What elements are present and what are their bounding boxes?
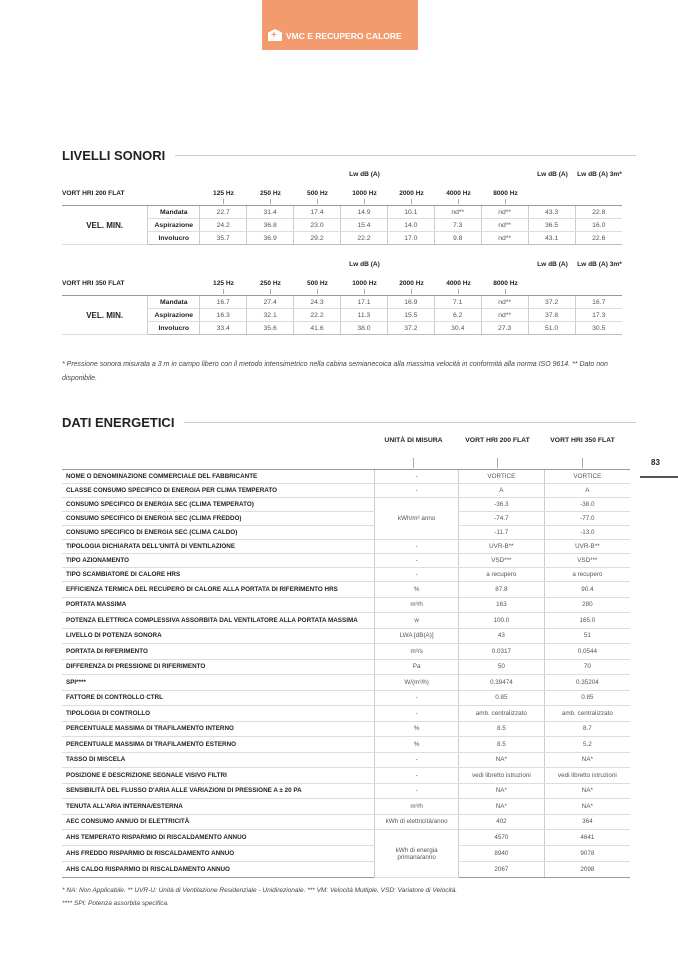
unit: m³/s <box>375 644 459 660</box>
sound-table-header <box>62 258 622 294</box>
value-200: 0.85 <box>458 690 544 706</box>
unit: LWA [dB(A)] <box>375 628 459 644</box>
value-350: 0.85 <box>544 690 630 706</box>
value-350: 8.7 <box>544 721 630 737</box>
table-row <box>62 737 630 753</box>
sound-title: LIVELLI SONORI <box>62 148 166 163</box>
house-plus-icon <box>268 29 282 41</box>
freq-header: 500 Hz <box>307 280 328 287</box>
unit: m³/h <box>375 799 459 815</box>
lw3m-header: Lw dB (A) 3m* <box>577 261 622 268</box>
value-200: NA* <box>458 799 544 815</box>
page-number: 83 <box>651 458 660 467</box>
value-200: NA* <box>458 752 544 768</box>
value-350: NA* <box>544 752 630 768</box>
cell: 27.3 <box>481 322 528 335</box>
lw-header: Lw dB (A) <box>537 261 568 268</box>
table-row <box>62 752 630 768</box>
speed-label: VEL. MIN. <box>62 296 148 335</box>
value-200: VORTICE <box>458 470 544 484</box>
value-200: NA* <box>458 783 544 799</box>
cell: 17.0 <box>387 232 434 245</box>
value-350: 280 <box>544 597 630 613</box>
freq-header: 4000 Hz <box>446 280 471 287</box>
cell: 9.8 <box>434 232 481 245</box>
freq-header: 2000 Hz <box>399 190 424 197</box>
cell: 16.7 <box>200 296 247 309</box>
value-350: 4641 <box>544 830 630 846</box>
cell: 51.0 <box>528 322 575 335</box>
sound-table-header <box>62 168 622 204</box>
cell: nd** <box>481 232 528 245</box>
unit: kWh di energia primaria/anno <box>375 830 459 878</box>
value-200: UVR-B** <box>458 540 544 554</box>
cell: 29.2 <box>294 232 341 245</box>
cell: 16.7 <box>575 296 622 309</box>
tick <box>505 289 506 294</box>
cell: 41.6 <box>294 322 341 335</box>
cell: 22.7 <box>200 206 247 219</box>
cell: 37.2 <box>528 296 575 309</box>
table-row <box>62 628 630 644</box>
cell: 10.1 <box>387 206 434 219</box>
value-350: A <box>544 484 630 498</box>
row-label: Mandata <box>148 296 200 309</box>
row-label: CONSUMO SPECIFICO DI ENERGIA SEC (CLIMA FREDDO) <box>62 512 375 526</box>
table-row <box>62 846 630 862</box>
freq-header: 125 Hz <box>213 280 234 287</box>
table-row <box>62 512 630 526</box>
value-200: 50 <box>458 659 544 675</box>
table-row <box>62 814 630 830</box>
row-label: Mandata <box>148 206 200 219</box>
row-label: FATTORE DI CONTROLLO CTRL <box>62 690 375 706</box>
col-header-model-200: VORT HRI 200 FLAT <box>465 437 530 444</box>
value-200: 163 <box>458 597 544 613</box>
tick <box>270 289 271 294</box>
freq-header: 250 Hz <box>260 190 281 197</box>
cell: 15.4 <box>340 219 387 232</box>
row-label: SPI**** <box>62 675 375 691</box>
value-200: A <box>458 484 544 498</box>
table-row <box>62 470 630 484</box>
speed-label: VEL. MIN. <box>62 206 148 245</box>
unit: - <box>375 568 459 582</box>
cell: 43.3 <box>528 206 575 219</box>
row-label: EFFICIENZA TERMICA DEL RECUPERO DI CALORE ALLA PORTATA DI RIFERIMENTO HRS <box>62 582 375 598</box>
row-label: PORTATA MASSIMA <box>62 597 375 613</box>
row-label: POSIZIONE E DESCRIZIONE SEGNALE VISIVO FILTRI <box>62 768 375 784</box>
tick <box>458 199 459 204</box>
cell: 16.3 <box>200 309 247 322</box>
value-200: 0.0317 <box>458 644 544 660</box>
value-350: vedi libretto istruzioni <box>544 768 630 784</box>
table-row <box>62 540 630 554</box>
unit: - <box>375 554 459 568</box>
value-200: 402 <box>458 814 544 830</box>
cell: 22.2 <box>340 232 387 245</box>
table-row <box>62 799 630 815</box>
col-header-model-350: VORT HRI 350 FLAT <box>550 437 615 444</box>
value-200: vedi libretto istruzioni <box>458 768 544 784</box>
unit: - <box>375 484 459 498</box>
cell: nd** <box>481 309 528 322</box>
value-350: 9078 <box>544 846 630 862</box>
tick <box>411 199 412 204</box>
cell: 17.1 <box>340 296 387 309</box>
unit: - <box>375 690 459 706</box>
col-header-unit: UNITÀ DI MISURA <box>384 437 443 444</box>
table-row <box>62 862 630 878</box>
cell: 36.8 <box>247 219 294 232</box>
cell: 24.2 <box>200 219 247 232</box>
unit: W/(m³/h) <box>375 675 459 691</box>
value-350: 165.0 <box>544 613 630 629</box>
row-label: AHS TEMPERATO RISPARMIO DI RISCALDAMENTO ANNUO <box>62 830 375 846</box>
value-350: a recupero <box>544 568 630 582</box>
value-200: -11.7 <box>458 526 544 540</box>
page-number-rule <box>640 476 678 478</box>
value-200: a recupero <box>458 568 544 582</box>
value-200: 4570 <box>458 830 544 846</box>
table-row <box>62 783 630 799</box>
cell: 23.0 <box>294 219 341 232</box>
table-row <box>62 484 630 498</box>
cell: 31.4 <box>247 206 294 219</box>
freq-header: 500 Hz <box>307 190 328 197</box>
row-label: Aspirazione <box>148 219 200 232</box>
value-350: 2098 <box>544 862 630 878</box>
value-200: 0.39474 <box>458 675 544 691</box>
row-label: TENUTA ALL'ARIA INTERNA/ESTERNA <box>62 799 375 815</box>
freq-header: 250 Hz <box>260 280 281 287</box>
row-label: TASSO DI MISCELA <box>62 752 375 768</box>
table-row <box>62 613 630 629</box>
row-label: AEC CONSUMO ANNUO DI ELETTRICITÀ <box>62 814 375 830</box>
cell: 27.4 <box>247 296 294 309</box>
table-row <box>62 597 630 613</box>
value-350: 364 <box>544 814 630 830</box>
unit: m³/h <box>375 597 459 613</box>
divider <box>184 422 636 423</box>
energy-footnote-2: **** SPI: Potenza assorbita specifica. <box>62 900 169 907</box>
value-350: VSD*** <box>544 554 630 568</box>
cell: 7.1 <box>434 296 481 309</box>
cell: nd** <box>481 296 528 309</box>
unit: - <box>375 470 459 484</box>
cell: 37.8 <box>528 309 575 322</box>
freq-header: 2000 Hz <box>399 280 424 287</box>
table-row <box>62 675 630 691</box>
value-350: amb. centralizzato <box>544 706 630 722</box>
tick <box>223 289 224 294</box>
table-row <box>62 659 630 675</box>
cell: 15.5 <box>387 309 434 322</box>
cell: 7.3 <box>434 219 481 232</box>
tick <box>497 458 498 468</box>
freq-header: 8000 Hz <box>493 280 518 287</box>
tick <box>413 458 414 468</box>
row-label: CONSUMO SPECIFICO DI ENERGIA SEC (CLIMA CALDO) <box>62 526 375 540</box>
row-label: TIPOLOGIA DI CONTROLLO <box>62 706 375 722</box>
table-row <box>62 498 630 512</box>
row-label: DIFFERENZA DI PRESSIONE DI RIFERIMENTO <box>62 659 375 675</box>
unit: - <box>375 783 459 799</box>
value-350: NA* <box>544 799 630 815</box>
energy-title: DATI ENERGETICI <box>62 415 175 430</box>
freq-header: 8000 Hz <box>493 190 518 197</box>
value-200: -74.7 <box>458 512 544 526</box>
row-label: PERCENTUALE MASSIMA DI TRAFILAMENTO INTERNO <box>62 721 375 737</box>
value-200: amb. centralizzato <box>458 706 544 722</box>
value-200: 8.5 <box>458 721 544 737</box>
unit: % <box>375 582 459 598</box>
freq-header: 4000 Hz <box>446 190 471 197</box>
model-name: VORT HRI 350 FLAT <box>62 280 125 287</box>
unit: - <box>375 540 459 554</box>
unit: - <box>375 768 459 784</box>
table-row <box>62 721 630 737</box>
unit: kWh/m² anno <box>375 498 459 540</box>
table-row <box>62 206 622 219</box>
model-name: VORT HRI 200 FLAT <box>62 190 125 197</box>
cell: 22.2 <box>294 309 341 322</box>
cell: nd** <box>481 219 528 232</box>
row-label: CONSUMO SPECIFICO DI ENERGIA SEC (CLIMA TEMPERATO) <box>62 498 375 512</box>
section-title-sound <box>62 148 636 163</box>
cell: 30.4 <box>434 322 481 335</box>
sound-footnote: * Pressione sonora misurata a 3 m in campo libero con il metodo intensimetrico nella cabina semianecoica alla massima velocità in conformità alla norma ISO 9614. ** Dato non disponibile. <box>62 361 608 382</box>
table-row <box>62 644 630 660</box>
value-200: 8.5 <box>458 737 544 753</box>
row-label: POTENZA ELETTRICA COMPLESSIVA ASSORBITA DAL VENTILATORE ALLA PORTATA MASSIMA <box>62 613 375 629</box>
category-label: VMC E RECUPERO CALORE <box>286 31 402 41</box>
row-label: SENSIBILITÀ DEL FLUSSO D'ARIA ALLE VARIAZIONI DI PRESSIONE A ± 20 PA <box>62 783 375 799</box>
row-label: LIVELLO DI POTENZA SONORA <box>62 628 375 644</box>
tick <box>317 199 318 204</box>
unit: w <box>375 613 459 629</box>
cell: 36.5 <box>528 219 575 232</box>
cell: 37.2 <box>387 322 434 335</box>
cell: 17.3 <box>575 309 622 322</box>
cell: 17.4 <box>294 206 341 219</box>
cell: nd** <box>481 206 528 219</box>
unit: - <box>375 752 459 768</box>
table-row <box>62 768 630 784</box>
cell: 14.0 <box>387 219 434 232</box>
cell: 30.5 <box>575 322 622 335</box>
table-row <box>62 296 622 309</box>
value-350: UVR-B** <box>544 540 630 554</box>
cell: 22.8 <box>575 206 622 219</box>
tick <box>317 289 318 294</box>
value-350: VORTICE <box>544 470 630 484</box>
unit: % <box>375 721 459 737</box>
cell: 16.9 <box>387 296 434 309</box>
value-350: 5.2 <box>544 737 630 753</box>
tick <box>223 199 224 204</box>
cell: 38.0 <box>340 322 387 335</box>
value-200: 2067 <box>458 862 544 878</box>
cell: 11.3 <box>340 309 387 322</box>
value-350: 70 <box>544 659 630 675</box>
cell: 24.3 <box>294 296 341 309</box>
value-350: 0.35204 <box>544 675 630 691</box>
cell: 33.4 <box>200 322 247 335</box>
value-200: 43 <box>458 628 544 644</box>
table-row <box>62 568 630 582</box>
cell: 36.9 <box>247 232 294 245</box>
cell: 32.1 <box>247 309 294 322</box>
cell: 43.1 <box>528 232 575 245</box>
freq-header: 125 Hz <box>213 190 234 197</box>
row-label: AHS FREDDO RISPARMIO DI RISCALDAMENTO ANNUO <box>62 846 375 862</box>
tick <box>411 289 412 294</box>
tick <box>270 199 271 204</box>
unit: Pa <box>375 659 459 675</box>
value-200: VSD*** <box>458 554 544 568</box>
lw3m-header: Lw dB (A) 3m* <box>577 171 622 178</box>
tick <box>364 289 365 294</box>
table-row <box>62 582 630 598</box>
group-header: Lw dB (A) <box>349 171 380 178</box>
table-row <box>62 526 630 540</box>
row-label: Involucro <box>148 322 200 335</box>
row-label: PORTATA DI RIFERIMENTO <box>62 644 375 660</box>
row-label: CLASSE CONSUMO SPECIFICO DI ENERGIA PER CLIMA TEMPERATO <box>62 484 375 498</box>
row-label: PERCENTUALE MASSIMA DI TRAFILAMENTO ESTERNO <box>62 737 375 753</box>
cell: nd** <box>434 206 481 219</box>
sound-table <box>62 295 622 335</box>
value-200: -36.3 <box>458 498 544 512</box>
row-label: TIPO AZIONAMENTO <box>62 554 375 568</box>
row-label: Involucro <box>148 232 200 245</box>
table-row <box>62 830 630 846</box>
value-350: -38.0 <box>544 498 630 512</box>
value-200: 100.0 <box>458 613 544 629</box>
lw-header: Lw dB (A) <box>537 171 568 178</box>
freq-header: 1000 Hz <box>352 280 377 287</box>
value-350: -77.0 <box>544 512 630 526</box>
cell: 35.7 <box>200 232 247 245</box>
value-200: 87.8 <box>458 582 544 598</box>
table-row <box>62 554 630 568</box>
cell: 6.2 <box>434 309 481 322</box>
row-label: Aspirazione <box>148 309 200 322</box>
value-350: 51 <box>544 628 630 644</box>
value-350: NA* <box>544 783 630 799</box>
table-row <box>62 690 630 706</box>
category-banner <box>262 0 418 50</box>
value-350: 90.4 <box>544 582 630 598</box>
cell: 35.6 <box>247 322 294 335</box>
row-label: NOME O DENOMINAZIONE COMMERCIALE DEL FABBRICANTE <box>62 470 375 484</box>
energy-footnote-1: * NA: Non Applicabile. ** UVR-U: Unità di Ventilazione Residenziale - Unidirezionale. *** VM: Velocità Multiple. VSD: Variatore di Velocità. <box>62 887 458 894</box>
cell: 16.0 <box>575 219 622 232</box>
tick <box>505 199 506 204</box>
freq-header: 1000 Hz <box>352 190 377 197</box>
unit: - <box>375 706 459 722</box>
table-row <box>62 706 630 722</box>
section-title-energy <box>62 415 636 430</box>
divider <box>175 155 636 156</box>
tick <box>582 458 583 468</box>
energy-table <box>62 469 630 878</box>
tick <box>458 289 459 294</box>
cell: 14.9 <box>340 206 387 219</box>
tick <box>364 199 365 204</box>
value-200: 8940 <box>458 846 544 862</box>
sound-table <box>62 205 622 245</box>
unit: % <box>375 737 459 753</box>
row-label: TIPO SCAMBIATORE DI CALORE HRS <box>62 568 375 582</box>
unit: kWh di elettricità/anno <box>375 814 459 830</box>
cell: 22.6 <box>575 232 622 245</box>
group-header: Lw dB (A) <box>349 261 380 268</box>
value-350: 0.0544 <box>544 644 630 660</box>
row-label: AHS CALDO RISPARMIO DI RISCALDAMENTO ANNUO <box>62 862 375 878</box>
row-label: TIPOLOGIA DICHIARATA DELL'UNITÀ DI VENTILAZIONE <box>62 540 375 554</box>
value-350: -13.0 <box>544 526 630 540</box>
